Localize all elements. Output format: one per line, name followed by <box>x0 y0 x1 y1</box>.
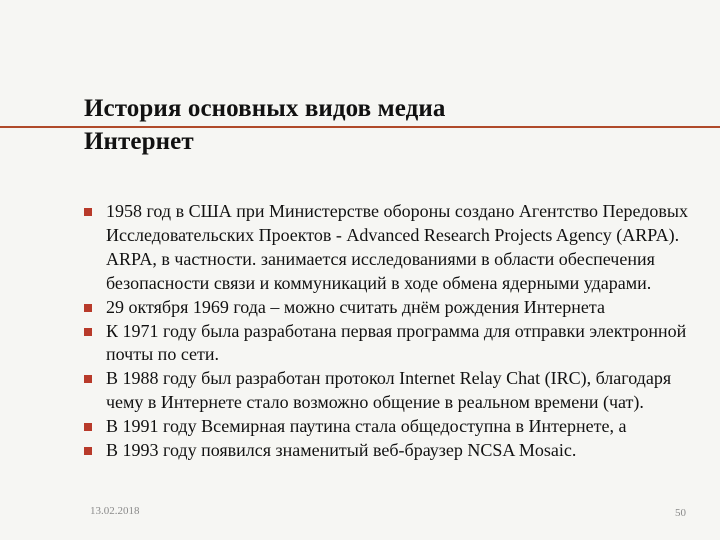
bullet-text-5: В 1991 году Всемирная паутина стала общедоступна в Интернете, а <box>106 416 627 437</box>
square-bullet-icon <box>84 447 92 455</box>
title-divider <box>0 126 720 128</box>
slide-title-line-1: История основных видов медиа <box>84 95 446 122</box>
square-bullet-icon <box>84 328 92 336</box>
bullet-text-3: К 1971 году была разработана первая программа для отправки электронной почты по сети. <box>106 320 687 365</box>
footer-date: 13.02.2018 <box>90 505 140 517</box>
bullet-text-1: 1958 год в США при Министерстве обороны создано Агентство Передовых Исследовательских Проектов - Advanced Research Projects Agency (ARPA). ARPA, в частности. занимается исследованиями в области обеспечения безопасности связи и коммуникаций в ходе обмена ядерными ударами. <box>106 201 689 293</box>
square-bullet-icon <box>84 375 92 383</box>
slide-title-line-2: Интернет <box>84 128 194 155</box>
square-bullet-icon <box>84 423 92 431</box>
bullet-item-6 <box>84 439 700 463</box>
bullet-item-3 <box>84 320 700 368</box>
square-bullet-icon <box>84 208 92 216</box>
bullet-item-4 <box>84 367 700 415</box>
bullet-text-2: 29 октября 1969 года – можно считать днём рождения Интернета <box>106 296 605 317</box>
bullet-text-4: В 1988 году был разработан протокол Internet Relay Chat (IRC), благодаря чему в Интернете стало возможно общение в реальном времени (чат). <box>106 368 672 413</box>
square-bullet-icon <box>84 304 92 312</box>
bullet-text-6: В 1993 году появился знаменитый веб-браузер NCSA Mosaic. <box>106 440 577 461</box>
slide-title <box>84 92 445 158</box>
bullet-item-2 <box>84 296 700 320</box>
bullet-list <box>84 200 700 463</box>
bullet-item-1 <box>84 200 700 296</box>
page-number: 50 <box>675 507 686 519</box>
bullet-item-5 <box>84 415 700 439</box>
